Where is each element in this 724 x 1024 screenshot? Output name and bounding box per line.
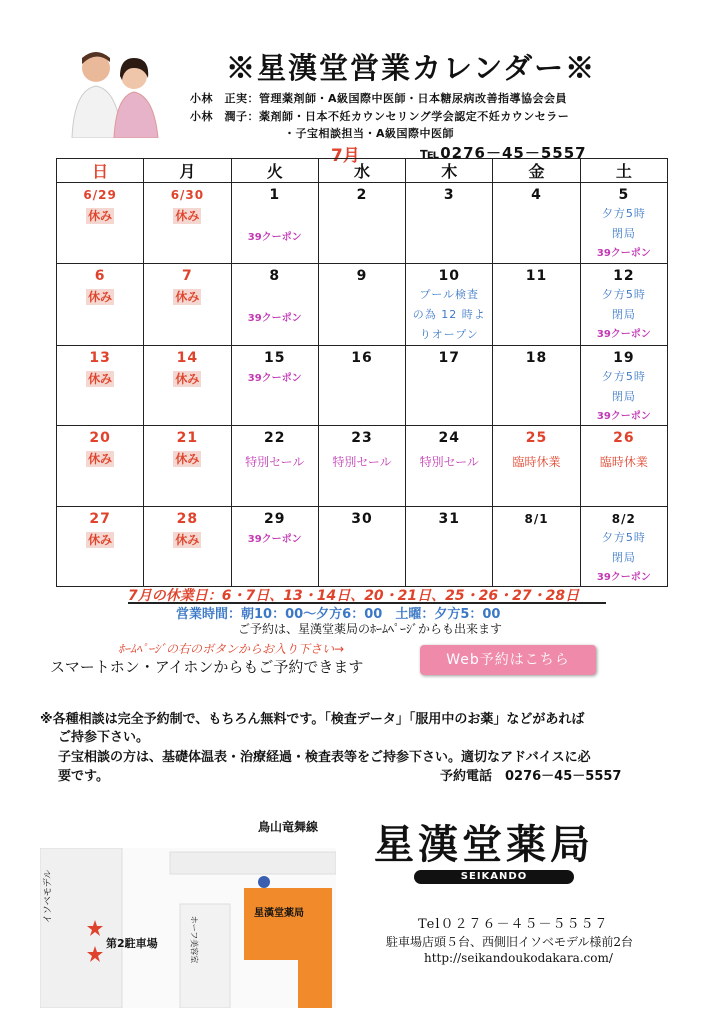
day-number: 26	[613, 430, 635, 447]
day-cell	[493, 345, 580, 426]
closed-mark: 休み	[88, 532, 113, 547]
day-number: 27	[89, 510, 111, 527]
day-cell	[57, 426, 144, 507]
business-hours: 営業時間：朝10：00～夕方6：00 土曜：夕方5：00	[176, 607, 501, 622]
day-cell	[406, 183, 493, 264]
day-cell	[231, 183, 318, 264]
day-number: 8	[269, 267, 281, 284]
day-number: 23	[351, 430, 373, 447]
weekday-sun: 日	[57, 159, 144, 183]
day-cell	[493, 506, 580, 587]
evening-close-line-1: 夕方5時	[601, 287, 646, 301]
day-number: 11	[525, 267, 548, 284]
fertility-note-1: 子宝相談の方は、基礎体温表・治療経過・検査表等をご持参下さい。適切なアドバイスに必	[58, 750, 591, 765]
closed-mark: 休み	[175, 209, 200, 223]
temporary-closure-label: 臨時休業	[599, 455, 648, 470]
pool-note-line-2: の為 12 時よ	[412, 307, 486, 321]
day-cell	[57, 345, 144, 426]
pool-note-line-1: プール検査	[419, 287, 479, 301]
fertility-note-2: 要です。	[58, 769, 109, 784]
evening-close-line-2: 閉局	[611, 307, 636, 321]
smartphone-note: スマートホン・アイホンからもご予約できます	[50, 658, 364, 676]
road-name: 鳥山竜舞線	[258, 820, 319, 834]
day-number: 25	[525, 430, 548, 447]
logo-subtext: SEIKANDO	[414, 870, 574, 884]
parking-info: 駐車場店頭５台、西側旧イソベモデル様前2台	[386, 935, 634, 949]
day-number: 1	[269, 187, 281, 203]
day-cell	[231, 263, 318, 345]
pool-note-line-3: りオープン	[419, 327, 479, 341]
day-cell	[144, 506, 231, 587]
day-number: 19	[613, 349, 635, 366]
day-cell	[406, 506, 493, 587]
day-number: 12	[613, 267, 635, 284]
closed-mark: 休み	[175, 532, 200, 547]
coupon-label: 39クーポン	[596, 410, 651, 422]
day-number: 20	[89, 430, 111, 447]
map-neighbor-label: ホーフ美容室	[189, 915, 199, 964]
coupon-label: 39クーポン	[247, 372, 302, 384]
calendar-week	[57, 506, 668, 587]
closed-mark: 休み	[175, 371, 200, 386]
staff-line-2: 小林 潤子：薬剤師・日本不妊カウンセリング学会認定不妊カウンセラー	[190, 110, 570, 123]
day-number: 17	[438, 349, 460, 366]
day-cell	[493, 426, 580, 507]
day-number: 21	[176, 430, 199, 447]
day-cell	[231, 426, 318, 507]
day-number: 8/1	[524, 511, 549, 526]
day-cell	[144, 426, 231, 507]
day-number: 2	[356, 187, 368, 203]
day-cell	[144, 183, 231, 264]
footer-phone: Tel０２７６－４５－５５５７	[418, 917, 609, 932]
weekday-thu: 木	[406, 159, 493, 183]
day-number: 24	[438, 430, 460, 447]
day-cell	[493, 263, 580, 345]
calendar-week	[57, 345, 668, 426]
temporary-closure-label: 臨時休業	[512, 455, 561, 470]
website-url[interactable]: http://seikandoukodakara.com/	[424, 951, 613, 965]
evening-close-line-2: 閉局	[611, 227, 636, 240]
logo-text: 星漢堂薬局	[374, 821, 594, 868]
evening-close-line-2: 閉局	[611, 389, 636, 403]
day-cell	[406, 263, 493, 345]
web-instruction: ﾎｰﾑﾍﾟｰｼﾞの右のボタンからお入り下さい→	[118, 642, 345, 656]
day-number: 22	[263, 430, 286, 447]
closed-mark: 休み	[88, 452, 113, 467]
evening-close-line-1: 夕方5時	[601, 207, 646, 220]
day-cell	[144, 345, 231, 426]
month-label: 7月	[331, 146, 360, 166]
calendar-week	[57, 183, 668, 264]
web-reservation-button[interactable]: Web予約はこちら	[420, 645, 596, 675]
closed-mark: 休み	[175, 289, 200, 304]
day-number: 9	[356, 267, 368, 284]
coupon-label: 39クーポン	[247, 533, 302, 545]
day-number: 14	[176, 349, 199, 366]
reservation-note: ご予約は、星漢堂薬局のﾎｰﾑﾍﾟｰｼﾞからも出来ます	[238, 622, 503, 636]
evening-close-line-2: 閉局	[611, 550, 636, 564]
day-cell	[144, 263, 231, 345]
day-number: 6/29	[83, 188, 117, 202]
coupon-label: 39クーポン	[596, 248, 651, 259]
day-number: 3	[443, 187, 455, 203]
day-cell	[406, 426, 493, 507]
coupon-label: 39クーポン	[247, 312, 302, 324]
day-number: 6	[94, 267, 106, 284]
day-number: 31	[438, 510, 460, 527]
consultation-note-1: ※各種相談は完全予約制で、もちろん無料です。「検査データ」「服用中のお薬」などがあれば	[40, 712, 585, 727]
map-isobe-label: イソベモデル	[43, 869, 54, 924]
weekday-wed: 水	[318, 159, 405, 183]
day-number: 28	[176, 510, 199, 527]
page-title: ※星漢堂営業カレンダー※	[226, 51, 597, 85]
day-cell	[318, 345, 405, 426]
day-number: 15	[263, 349, 286, 366]
map-store-label: 星漢堂薬局	[254, 908, 304, 919]
day-cell	[580, 263, 667, 345]
pharmacist-photo	[70, 46, 166, 138]
header-phone: ℡0276－45－5557	[420, 144, 587, 162]
day-number: 5	[618, 187, 630, 203]
closed-mark: 休み	[88, 289, 113, 304]
day-number: 16	[351, 349, 373, 366]
day-number: 8/2	[611, 511, 636, 526]
coupon-label: 39クーポン	[596, 571, 651, 583]
day-number: 18	[525, 349, 548, 366]
weekday-tue: 火	[231, 159, 318, 183]
weekday-sat: 土	[580, 159, 667, 183]
coupon-label: 39クーポン	[596, 328, 651, 340]
day-cell	[580, 183, 667, 264]
day-number: 10	[438, 267, 460, 284]
day-cell	[580, 426, 667, 507]
pharmacy-logo	[374, 822, 614, 892]
day-number: 6/30	[170, 188, 205, 202]
weekday-mon: 月	[144, 159, 231, 183]
holiday-list: 7月の休業日：6・7日、13・14日、20・21日、25・26・27・28日	[128, 588, 580, 604]
special-sale-label: 特別セール	[245, 455, 305, 470]
day-number: 13	[89, 349, 111, 366]
day-cell	[318, 426, 405, 507]
weekday-header	[57, 159, 668, 183]
closed-mark: 休み	[175, 452, 200, 467]
closed-mark: 休み	[88, 371, 113, 386]
day-cell	[57, 506, 144, 587]
map-parking-label: 第2駐車場	[106, 937, 158, 950]
day-cell	[493, 183, 580, 264]
calendar-week	[57, 426, 668, 507]
day-cell	[580, 345, 667, 426]
day-cell	[57, 183, 144, 264]
coupon-label: 39クーポン	[247, 232, 302, 243]
day-cell	[580, 506, 667, 587]
calendar-week	[57, 263, 668, 345]
weekday-fri: 金	[493, 159, 580, 183]
business-calendar	[56, 158, 668, 587]
staff-line-3: ・子宝相談担当・A級国際中医師	[284, 127, 455, 140]
day-cell	[57, 263, 144, 345]
day-cell	[318, 183, 405, 264]
day-number: 29	[263, 510, 286, 527]
day-number: 4	[531, 187, 542, 203]
closed-mark: 休み	[88, 209, 113, 223]
special-sale-label: 特別セール	[419, 455, 479, 470]
consultation-note-2: ご持参下さい。	[58, 730, 150, 745]
staff-line-1: 小林 正実：管理薬剤師・A級国際中医師・日本糖尿病改善指導協会会員	[190, 92, 568, 105]
special-sale-label: 特別セール	[332, 455, 392, 470]
day-cell	[318, 263, 405, 345]
day-cell	[231, 345, 318, 426]
day-cell	[231, 506, 318, 587]
day-number: 30	[351, 510, 373, 527]
day-number: 7	[182, 267, 193, 284]
day-cell	[318, 506, 405, 587]
evening-close-line-1: 夕方5時	[601, 530, 646, 544]
day-cell	[406, 345, 493, 426]
evening-close-line-1: 夕方5時	[601, 369, 646, 383]
reservation-phone: 予約電話 0276－45－5557	[440, 769, 622, 784]
